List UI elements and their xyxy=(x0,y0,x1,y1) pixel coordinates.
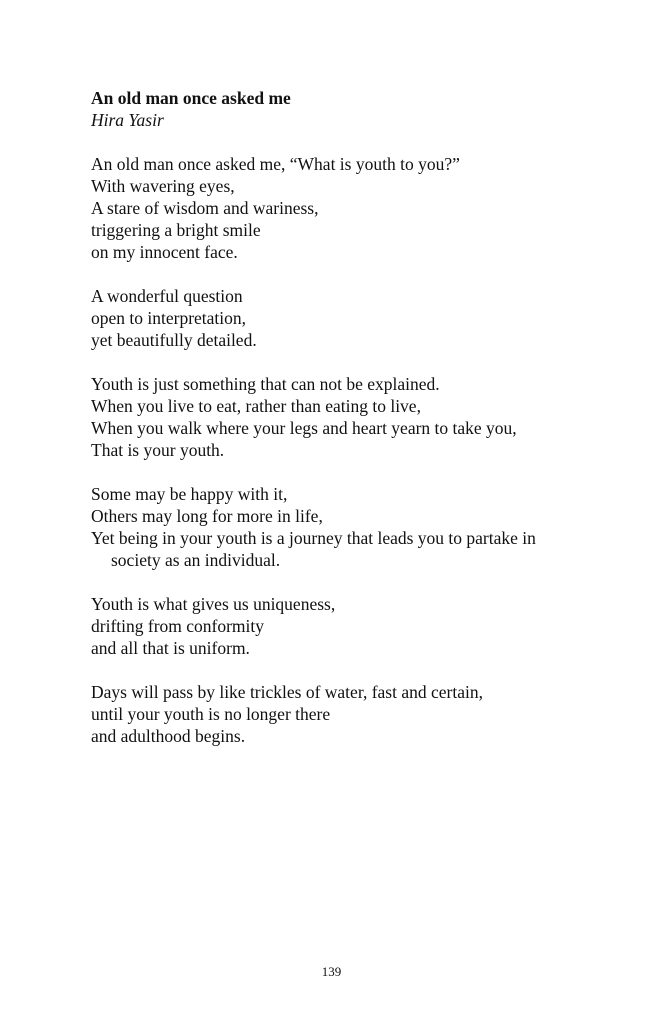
page-number: 139 xyxy=(321,964,342,979)
poem-line: That is your youth. xyxy=(91,440,225,460)
poem-line: Youth is what gives us uniqueness, xyxy=(91,594,336,614)
poem-line: and adulthood begins. xyxy=(91,726,246,746)
poem-author: Hira Yasir xyxy=(91,110,164,130)
stanza xyxy=(91,153,591,263)
poem-line: Some may be happy with it, xyxy=(91,484,288,504)
poem-line: A wonderful question xyxy=(91,286,243,306)
stanza xyxy=(91,681,591,747)
poem-line: triggering a bright smile xyxy=(91,220,261,240)
poem-line: Youth is just something that can not be explained. xyxy=(91,374,440,394)
poem-line: drifting from conformity xyxy=(91,616,265,636)
poem-line: until your youth is no longer there xyxy=(91,704,331,724)
poem-body xyxy=(91,153,591,769)
poem-line: and all that is uniform. xyxy=(91,638,250,658)
poem-line: Days will pass by like trickles of water, fast and certain, xyxy=(91,682,483,702)
poem-line: When you walk where your legs and heart yearn to take you, xyxy=(91,418,517,438)
poem-line: A stare of wisdom and wariness, xyxy=(91,198,319,218)
poem-line: on my innocent face. xyxy=(91,242,238,262)
poem-line: An old man once asked me, “What is youth to you?” xyxy=(91,154,460,174)
poem-line: Others may long for more in life, xyxy=(91,506,323,526)
stanza xyxy=(91,373,591,461)
stanza xyxy=(91,483,591,571)
poem-line: open to interpretation, xyxy=(91,308,247,328)
poem-line: With wavering eyes, xyxy=(91,176,235,196)
poem-line-continuation: society as an individual. xyxy=(111,550,281,570)
stanza xyxy=(91,285,591,351)
poem-line: When you live to eat, rather than eating to live, xyxy=(91,396,421,416)
stanza xyxy=(91,593,591,659)
poem-line: yet beautifully detailed. xyxy=(91,330,257,350)
poem-title: An old man once asked me xyxy=(91,88,291,108)
poem-line: Yet being in your youth is a journey that leads you to partake in xyxy=(91,528,536,548)
